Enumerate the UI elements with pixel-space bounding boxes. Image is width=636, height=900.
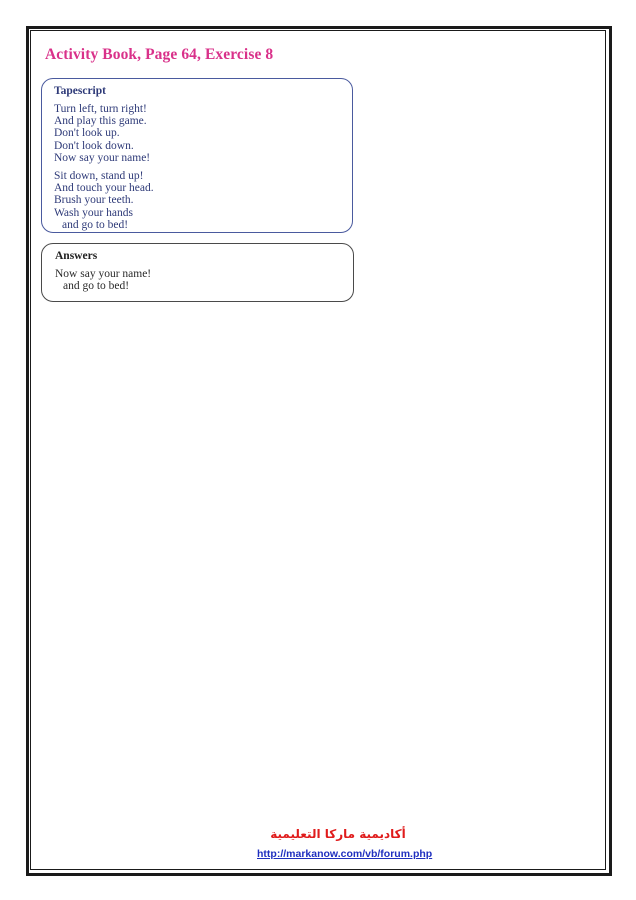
tapescript-line: Sit down, stand up! [54, 170, 144, 183]
tapescript-line: And play this game. [54, 115, 147, 128]
tapescript-line: Don't look up. [54, 127, 120, 140]
answers-box [41, 243, 354, 302]
tapescript-heading: Tapescript [54, 85, 106, 97]
tapescript-line: And touch your head. [54, 182, 154, 195]
page-title: Activity Book, Page 64, Exercise 8 [45, 46, 274, 63]
tapescript-line: Now say your name! [54, 151, 151, 164]
tapescript-line: Don't look down. [54, 139, 134, 152]
tapescript-line: Brush your teeth. [54, 194, 134, 207]
answer-line: and go to bed! [63, 280, 130, 293]
answer-line: Now say your name! [55, 268, 152, 280]
tapescript-line: Turn left, turn right! [54, 103, 147, 115]
answers-heading: Answers [55, 250, 98, 262]
footer-academy-name [0, 827, 636, 841]
tapescript-line: and go to bed! [62, 218, 129, 231]
footer-arabic-text: أكاديمية ماركا التعليمية [270, 827, 406, 841]
tapescript-line: Wash your hands [54, 206, 133, 219]
footer-forum-link[interactable]: http://markanow.com/vb/forum.php [257, 848, 433, 860]
tapescript-box [41, 78, 353, 233]
